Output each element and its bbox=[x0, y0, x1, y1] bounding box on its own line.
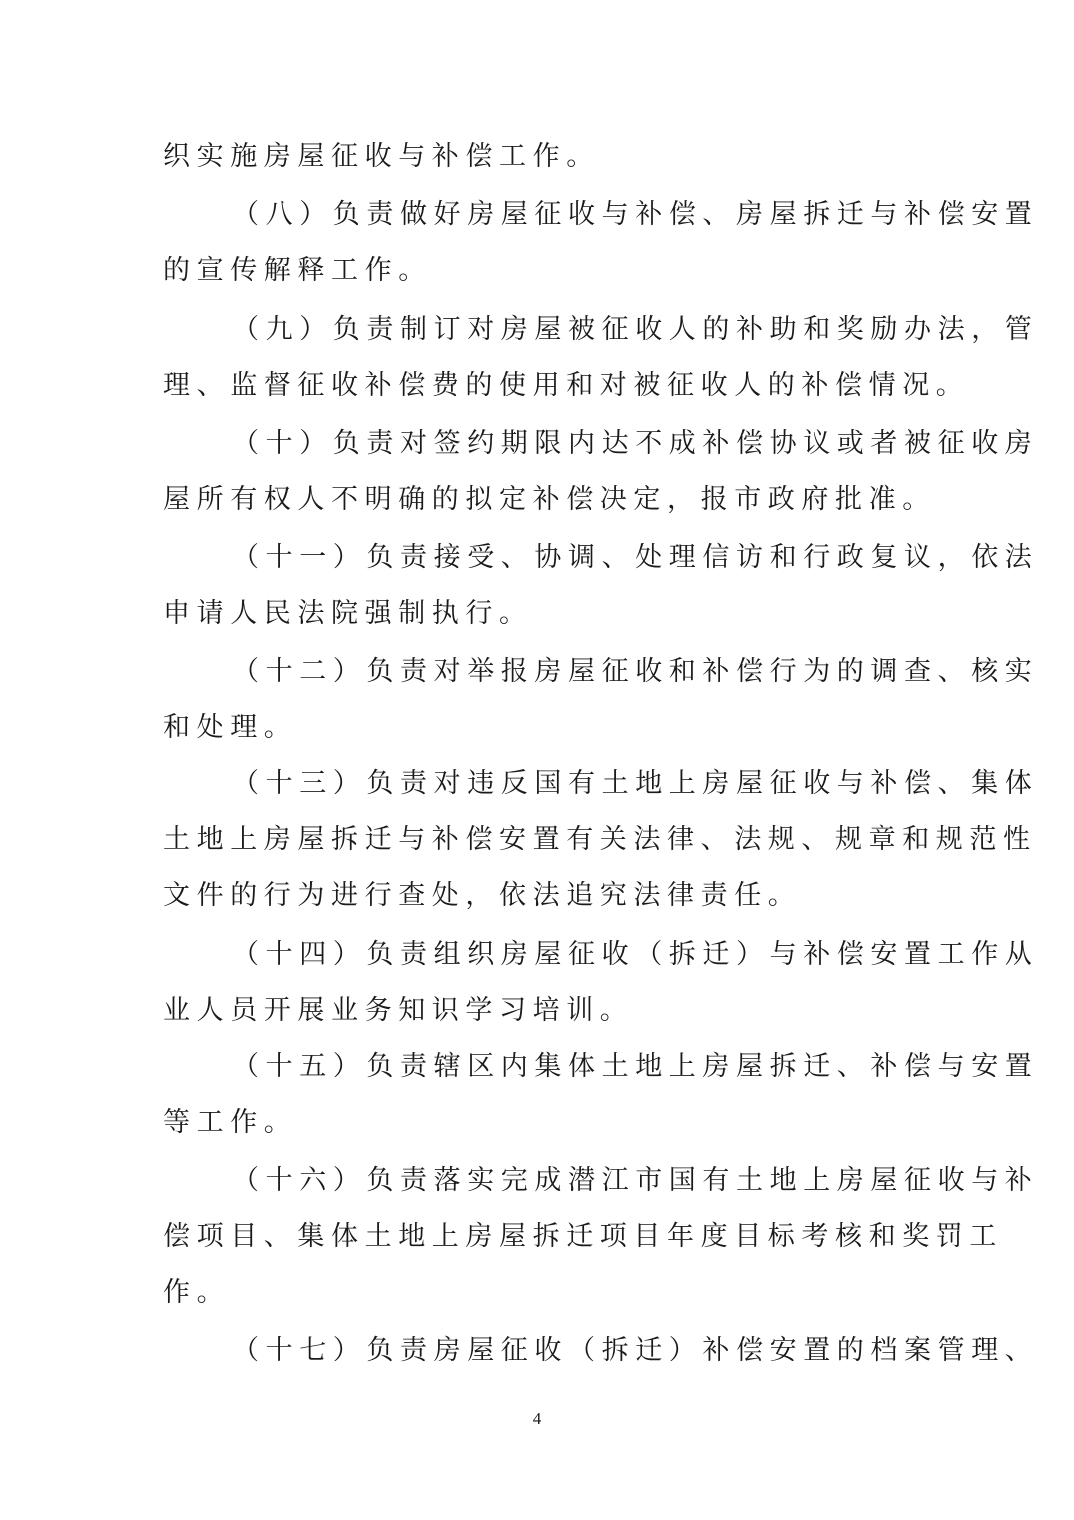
text-line: （八）负责做好房屋征收与补偿、房屋拆迁与补偿安置 bbox=[232, 199, 1039, 230]
text-line: （十一）负责接受、协调、处理信访和行政复议，依法 bbox=[232, 542, 1039, 573]
text-line: 的宣传解释工作。 bbox=[163, 255, 432, 286]
text-line: （十五）负责辖区内集体土地上房屋拆迁、补偿与安置 bbox=[232, 1051, 1039, 1082]
text-line: 作。 bbox=[163, 1277, 231, 1308]
text-line: 申请人民法院强制执行。 bbox=[163, 598, 533, 629]
text-line: （十）负责对签约期限内达不成补偿协议或者被征收房 bbox=[232, 428, 1039, 459]
text-line: （十七）负责房屋征收（拆迁）补偿安置的档案管理、 bbox=[232, 1335, 1039, 1366]
text-line: 偿项目、集体土地上房屋拆迁项目年度目标考核和奖罚工 bbox=[163, 1221, 1003, 1252]
text-line: 业人员开展业务知识学习培训。 bbox=[163, 995, 634, 1026]
text-line: 等工作。 bbox=[163, 1107, 298, 1138]
text-line: 屋所有权人不明确的拟定补偿决定，报市政府批准。 bbox=[163, 484, 936, 515]
text-line: 土地上房屋拆迁与补偿安置有关法律、法规、规章和规范性 bbox=[163, 824, 1037, 855]
text-line: （九）负责制订对房屋被征收人的补助和奖励办法，管 bbox=[232, 314, 1039, 345]
text-line: （十六）负责落实完成潜江市国有土地上房屋征收与补 bbox=[232, 1165, 1039, 1196]
text-line: 理、监督征收补偿费的使用和对被征收人的补偿情况。 bbox=[163, 370, 970, 401]
text-line: 织实施房屋征收与补偿工作。 bbox=[163, 141, 600, 172]
page-number: 4 bbox=[532, 1409, 542, 1428]
text-line: 和处理。 bbox=[163, 712, 298, 743]
text-line: 文件的行为进行查处，依法追究法律责任。 bbox=[163, 880, 802, 911]
text-line: （十三）负责对违反国有土地上房屋征收与补偿、集体 bbox=[232, 768, 1039, 799]
text-line: （十四）负责组织房屋征收（拆迁）与补偿安置工作从 bbox=[232, 939, 1039, 970]
text-line: （十二）负责对举报房屋征收和补偿行为的调查、核实 bbox=[232, 656, 1039, 687]
